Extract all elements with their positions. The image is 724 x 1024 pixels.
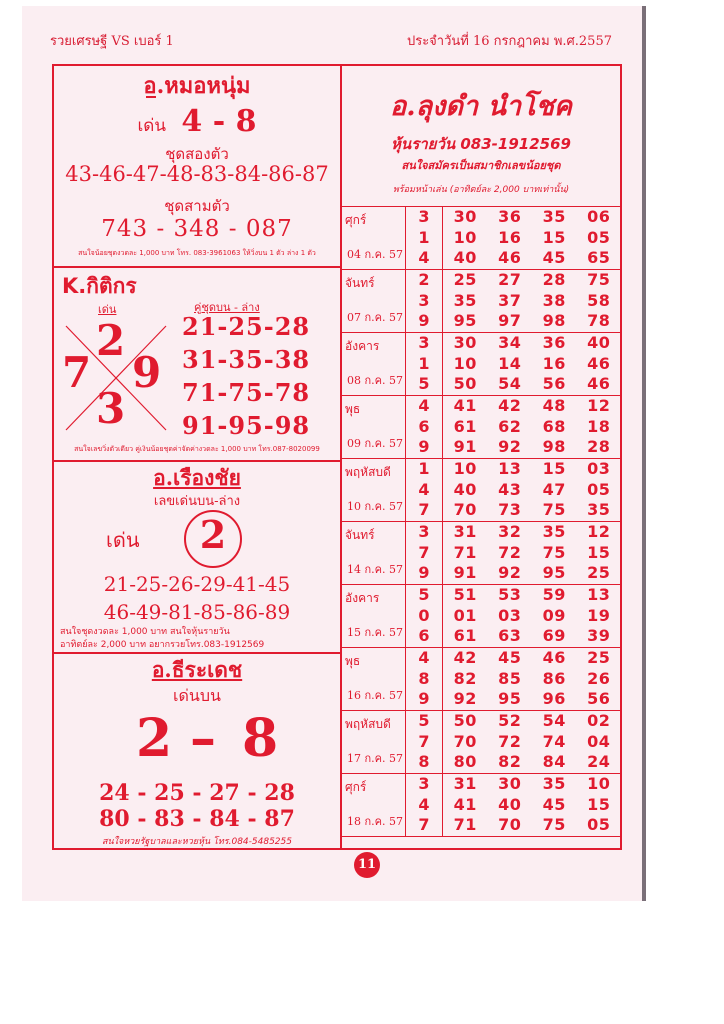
value: 82 <box>498 752 522 771</box>
value-row <box>443 500 621 521</box>
number-row-1: 21-25-26-29-41-45 <box>103 572 291 596</box>
two-digit-numbers: 43-46-47-48-83-84-86-87 <box>65 162 329 186</box>
play-label: เด่นบน <box>173 686 221 705</box>
value-row <box>443 648 621 669</box>
day-name: พฤหัสบดี <box>345 717 391 731</box>
section-title: อ.ธีระเดช <box>151 657 243 682</box>
value: 84 <box>542 752 566 771</box>
value: 52 <box>498 711 522 730</box>
value: 48 <box>542 396 566 415</box>
lead-digits <box>406 396 443 459</box>
value: 58 <box>587 290 611 310</box>
value: 25 <box>587 563 611 582</box>
day-name: ศุกร์ <box>345 780 367 794</box>
value: 36 <box>542 333 566 352</box>
day-cell <box>341 774 406 837</box>
day-cell <box>341 522 406 585</box>
value-row <box>443 774 621 795</box>
day-date: 10 ก.ค. 57 <box>347 500 403 513</box>
value-row <box>443 606 621 627</box>
section-kitikorn <box>54 266 340 462</box>
value: 92 <box>498 563 522 582</box>
day-cell <box>341 207 406 270</box>
number-row-2: 46-49-81-85-86-89 <box>103 600 291 624</box>
value: 47 <box>542 479 566 499</box>
value: 96 <box>542 689 566 708</box>
value: 34 <box>498 333 522 352</box>
day-cell <box>341 585 406 648</box>
section-title: อ.เรืองชัย <box>153 465 241 490</box>
value: 61 <box>453 416 477 436</box>
value-row <box>443 522 621 543</box>
value-row <box>443 795 621 816</box>
value: 78 <box>587 311 611 330</box>
pair-values <box>443 774 622 837</box>
lead-digit: 4 <box>418 648 430 667</box>
note-1: สนใจชุดงวดละ 1,000 บาท สนใจหุ้นรายวัน <box>60 627 230 637</box>
day-date: 09 ก.ค. 57 <box>347 437 403 450</box>
pair-values <box>443 585 622 648</box>
value: 91 <box>453 563 477 582</box>
left-panel <box>52 64 342 850</box>
pair-row: 71-75-78 <box>182 378 311 407</box>
value: 59 <box>542 585 566 604</box>
value: 04 <box>587 731 611 751</box>
lead-digits <box>406 585 443 648</box>
play-label: เด่น <box>106 528 140 552</box>
section-title: K.กิติกร <box>62 274 137 298</box>
value: 75 <box>542 500 566 519</box>
lead-digits <box>406 207 443 270</box>
value: 13 <box>498 459 522 478</box>
note: สนใจเลขวิ่งตัวเดียว คู่เงินน้อยชุดค่าจัดค่างวดละ 1,000 บาท โทร.087-8020099 <box>74 445 320 453</box>
day-cell <box>341 711 406 774</box>
note-2: อาทิตย์ละ 2,000 บาท อยากรวยโทร.083-1912569 <box>60 640 265 650</box>
lead-digit: 6 <box>418 416 430 436</box>
value-row <box>443 291 621 312</box>
value: 92 <box>453 689 477 708</box>
digit-right: 9 <box>132 348 162 397</box>
value: 31 <box>453 522 477 541</box>
value: 75 <box>542 542 566 562</box>
value-row <box>443 396 621 417</box>
value: 35 <box>542 207 566 226</box>
value: 15 <box>542 227 566 247</box>
value-row <box>443 626 621 647</box>
pair-values <box>443 648 622 711</box>
lead-digit: 8 <box>418 752 430 771</box>
value: 10 <box>587 774 611 793</box>
lead-digit: 2 <box>418 270 430 289</box>
value: 43 <box>498 479 522 499</box>
day-row <box>341 207 622 270</box>
day-row <box>341 396 622 459</box>
right-line-2: สนใจสมัครเป็นสมาชิกเลขน้อยชุด <box>401 159 561 172</box>
day-row <box>341 522 622 585</box>
day-cell <box>341 333 406 396</box>
value: 80 <box>453 752 477 771</box>
lead-digit: 3 <box>418 774 430 793</box>
day-cell <box>341 648 406 711</box>
day-name: พุธ <box>345 402 361 416</box>
value: 30 <box>453 333 477 352</box>
lead-digit: 4 <box>418 396 430 415</box>
value: 41 <box>453 794 477 814</box>
value: 70 <box>453 731 477 751</box>
pair-values <box>443 396 622 459</box>
play-line <box>54 104 340 139</box>
day-name: อังคาร <box>345 591 380 605</box>
value: 28 <box>587 437 611 456</box>
value: 71 <box>453 542 477 562</box>
day-cell <box>341 459 406 522</box>
lead-digit: 9 <box>418 311 430 330</box>
value: 14 <box>498 353 522 373</box>
value-row <box>443 437 621 458</box>
section-subtitle: เลขเด่นบน-ล่าง <box>153 494 241 509</box>
day-cell <box>341 270 406 333</box>
pair-row: 91-95-98 <box>182 411 311 440</box>
right-line-1: หุ้นรายวัน 083-1912569 <box>391 135 571 153</box>
value: 95 <box>542 563 566 582</box>
value: 01 <box>453 605 477 625</box>
value: 70 <box>453 500 477 519</box>
lead-digit: 3 <box>418 290 430 310</box>
value: 16 <box>542 353 566 373</box>
value: 92 <box>498 437 522 456</box>
value: 56 <box>587 689 611 708</box>
three-digit-label: ชุดสามตัว <box>164 197 230 215</box>
lead-digits <box>406 774 443 837</box>
day-date: 08 ก.ค. 57 <box>347 374 403 387</box>
value: 42 <box>498 396 522 415</box>
value-row <box>443 459 621 480</box>
day-row <box>341 333 622 396</box>
value-row <box>443 732 621 753</box>
value: 26 <box>587 668 611 688</box>
play-digit-2: 8 <box>242 708 279 769</box>
value: 71 <box>453 815 477 834</box>
day-row <box>341 585 622 648</box>
value: 39 <box>587 626 611 645</box>
two-digit-label: ชุดสองตัว <box>165 145 229 163</box>
play-label: เด่น <box>98 303 117 316</box>
value-row <box>443 417 621 438</box>
value-row <box>443 563 621 584</box>
day-name: ศุกร์ <box>345 213 367 227</box>
lead-digit: 5 <box>418 711 430 730</box>
day-name: จันทร์ <box>345 528 375 542</box>
value: 40 <box>453 248 477 267</box>
lead-digits <box>406 648 443 711</box>
value: 62 <box>498 416 522 436</box>
lead-digit: 3 <box>418 333 430 352</box>
day-name: พฤหัสบดี <box>345 465 391 479</box>
play-label: เด่น <box>137 116 166 136</box>
value: 16 <box>498 227 522 247</box>
lead-digits <box>406 522 443 585</box>
value: 35 <box>542 522 566 541</box>
value-row <box>443 207 621 228</box>
value-row <box>443 480 621 501</box>
value: 10 <box>453 353 477 373</box>
day-date: 07 ก.ค. 57 <box>347 311 403 324</box>
section-theeradech <box>54 652 340 848</box>
lead-digit: 6 <box>418 626 430 645</box>
lead-digit: 4 <box>418 794 430 814</box>
day-date: 16 ก.ค. 57 <box>347 689 403 702</box>
value: 56 <box>542 374 566 393</box>
value: 03 <box>498 605 522 625</box>
lead-digits <box>406 333 443 396</box>
right-line-3: พร้อมหน้าเล่น (อาทิตย์ละ 2,000 บาทเท่านั้น) <box>392 185 570 195</box>
header-right: ประจำวันที่ 16 กรกฎาคม พ.ศ.2557 <box>406 34 612 49</box>
value: 95 <box>453 311 477 330</box>
value: 35 <box>453 290 477 310</box>
day-cell <box>341 396 406 459</box>
number-row-2: 80 - 83 - 84 - 87 <box>99 806 295 832</box>
lead-digit: 3 <box>418 522 430 541</box>
pair-values <box>443 711 622 774</box>
value: 32 <box>498 522 522 541</box>
daily-numbers-table <box>340 206 622 837</box>
value: 28 <box>542 270 566 289</box>
value: 19 <box>587 605 611 625</box>
lead-digit: 7 <box>418 542 430 562</box>
lead-digit: 3 <box>418 207 430 226</box>
value: 91 <box>453 437 477 456</box>
lead-digit: 7 <box>418 500 430 519</box>
day-date: 17 ก.ค. 57 <box>347 752 403 765</box>
play-digit: 2 <box>199 512 227 557</box>
value: 30 <box>498 774 522 793</box>
value: 97 <box>498 311 522 330</box>
value: 38 <box>542 290 566 310</box>
value: 30 <box>453 207 477 226</box>
day-name: จันทร์ <box>345 276 375 290</box>
value-row <box>443 270 621 291</box>
value: 15 <box>587 794 611 814</box>
value: 74 <box>542 731 566 751</box>
value: 75 <box>542 815 566 834</box>
value: 35 <box>542 774 566 793</box>
value: 40 <box>453 479 477 499</box>
day-date: 04 ก.ค. 57 <box>347 248 403 261</box>
value: 68 <box>542 416 566 436</box>
value: 41 <box>453 396 477 415</box>
play-numbers: 4 - 8 <box>181 104 257 139</box>
lead-digit: 7 <box>418 731 430 751</box>
value: 18 <box>587 416 611 436</box>
lead-digit: 1 <box>418 459 430 478</box>
value: 95 <box>498 689 522 708</box>
lead-digit: 9 <box>418 563 430 582</box>
value: 54 <box>542 711 566 730</box>
value: 98 <box>542 437 566 456</box>
lead-digit: 5 <box>418 585 430 604</box>
value: 46 <box>542 648 566 667</box>
value: 25 <box>453 270 477 289</box>
lead-digit: 9 <box>418 689 430 708</box>
value: 15 <box>587 542 611 562</box>
value: 06 <box>587 207 611 226</box>
value: 42 <box>453 648 477 667</box>
value: 09 <box>542 605 566 625</box>
magazine-page <box>22 6 646 901</box>
note: สนใจหวยรัฐบาลและหวยหุ้น โทร.084-5485255 <box>102 837 292 847</box>
pair-values <box>443 207 622 270</box>
lead-digit: 4 <box>418 479 430 499</box>
lead-digit: 1 <box>418 227 430 247</box>
value: 51 <box>453 585 477 604</box>
day-date: 14 ก.ค. 57 <box>347 563 403 576</box>
pairs-label: คู่ชุดบน - ล่าง <box>194 301 260 314</box>
value: 10 <box>453 227 477 247</box>
value: 05 <box>587 227 611 247</box>
day-row <box>341 270 622 333</box>
value: 53 <box>498 585 522 604</box>
value-row <box>443 815 621 836</box>
section-rueangchai <box>54 460 340 654</box>
value: 69 <box>542 626 566 645</box>
pair-values <box>443 270 622 333</box>
pair-values <box>443 459 622 522</box>
right-title: อ.ลุงดำ นำโชค <box>390 91 572 122</box>
day-row <box>341 774 622 837</box>
lead-digits <box>406 270 443 333</box>
value: 37 <box>498 290 522 310</box>
value-row <box>443 311 621 332</box>
value: 72 <box>498 731 522 751</box>
value-row <box>443 374 621 395</box>
page-number: 11 <box>354 852 380 878</box>
value-row <box>443 689 621 710</box>
day-date: 15 ก.ค. 57 <box>347 626 403 639</box>
value: 82 <box>453 668 477 688</box>
digit-left: 7 <box>62 348 92 397</box>
value-row <box>443 354 621 375</box>
day-date: 18 ก.ค. 57 <box>347 815 403 828</box>
day-name: พุธ <box>345 654 361 668</box>
day-name: อังคาร <box>345 339 380 353</box>
lead-digit: 5 <box>418 374 430 393</box>
section-title: อ.หมอหนุ่ม <box>143 73 251 99</box>
value: 02 <box>587 711 611 730</box>
note: สนใจน้อยชุดงวดละ 1,000 บาท โทร. 083-3961063 ให้วิ่งบน 1 ตัว ล่าง 1 ตัว <box>78 249 316 257</box>
value: 13 <box>587 585 611 604</box>
lead-digit: 0 <box>418 605 430 625</box>
value: 31 <box>453 774 477 793</box>
value: 05 <box>587 479 611 499</box>
value-row <box>443 543 621 564</box>
value: 36 <box>498 207 522 226</box>
value: 27 <box>498 270 522 289</box>
value: 05 <box>587 815 611 834</box>
play-dash: – <box>190 708 216 769</box>
three-digit-numbers: 743 - 348 - 087 <box>101 216 293 242</box>
value-row <box>443 752 621 773</box>
value: 03 <box>587 459 611 478</box>
lead-digit: 9 <box>418 437 430 456</box>
value-row <box>443 333 621 354</box>
lead-digit: 1 <box>418 353 430 373</box>
lead-digit: 4 <box>418 248 430 267</box>
digit-top: 2 <box>96 316 126 365</box>
day-row <box>341 648 622 711</box>
pair-values <box>443 333 622 396</box>
value: 54 <box>498 374 522 393</box>
lead-digits <box>406 459 443 522</box>
value-row <box>443 228 621 249</box>
value: 46 <box>587 353 611 373</box>
value: 35 <box>587 500 611 519</box>
value: 25 <box>587 648 611 667</box>
pair-row: 31-35-38 <box>182 345 311 374</box>
pair-row: 21-25-28 <box>182 312 311 341</box>
value-row <box>443 248 621 269</box>
value: 46 <box>498 248 522 267</box>
day-row <box>341 711 622 774</box>
value-row <box>443 585 621 606</box>
value: 73 <box>498 500 522 519</box>
value: 12 <box>587 396 611 415</box>
value: 50 <box>453 374 477 393</box>
header-left: รวยเศรษฐี VS เบอร์ 1 <box>50 34 174 49</box>
play-digit-1: 2 <box>136 708 173 769</box>
section-mor-num <box>54 66 340 268</box>
value: 12 <box>587 522 611 541</box>
value-row <box>443 669 621 690</box>
value: 45 <box>498 648 522 667</box>
value: 86 <box>542 668 566 688</box>
value: 61 <box>453 626 477 645</box>
digit-bottom: 3 <box>96 384 126 433</box>
lead-digit: 8 <box>418 668 430 688</box>
value: 46 <box>587 374 611 393</box>
value: 40 <box>587 333 611 352</box>
value: 72 <box>498 542 522 562</box>
day-row <box>341 459 622 522</box>
value: 70 <box>498 815 522 834</box>
value: 65 <box>587 248 611 267</box>
value: 45 <box>542 794 566 814</box>
value: 75 <box>587 270 611 289</box>
pair-values <box>443 522 622 585</box>
value: 45 <box>542 248 566 267</box>
value: 15 <box>542 459 566 478</box>
number-row-1: 24 - 25 - 27 - 28 <box>99 780 295 806</box>
lead-digits <box>406 711 443 774</box>
value: 10 <box>453 459 477 478</box>
value: 40 <box>498 794 522 814</box>
value: 85 <box>498 668 522 688</box>
value: 63 <box>498 626 522 645</box>
value-row <box>443 711 621 732</box>
value: 50 <box>453 711 477 730</box>
value: 98 <box>542 311 566 330</box>
lead-digit: 7 <box>418 815 430 834</box>
value: 24 <box>587 752 611 771</box>
